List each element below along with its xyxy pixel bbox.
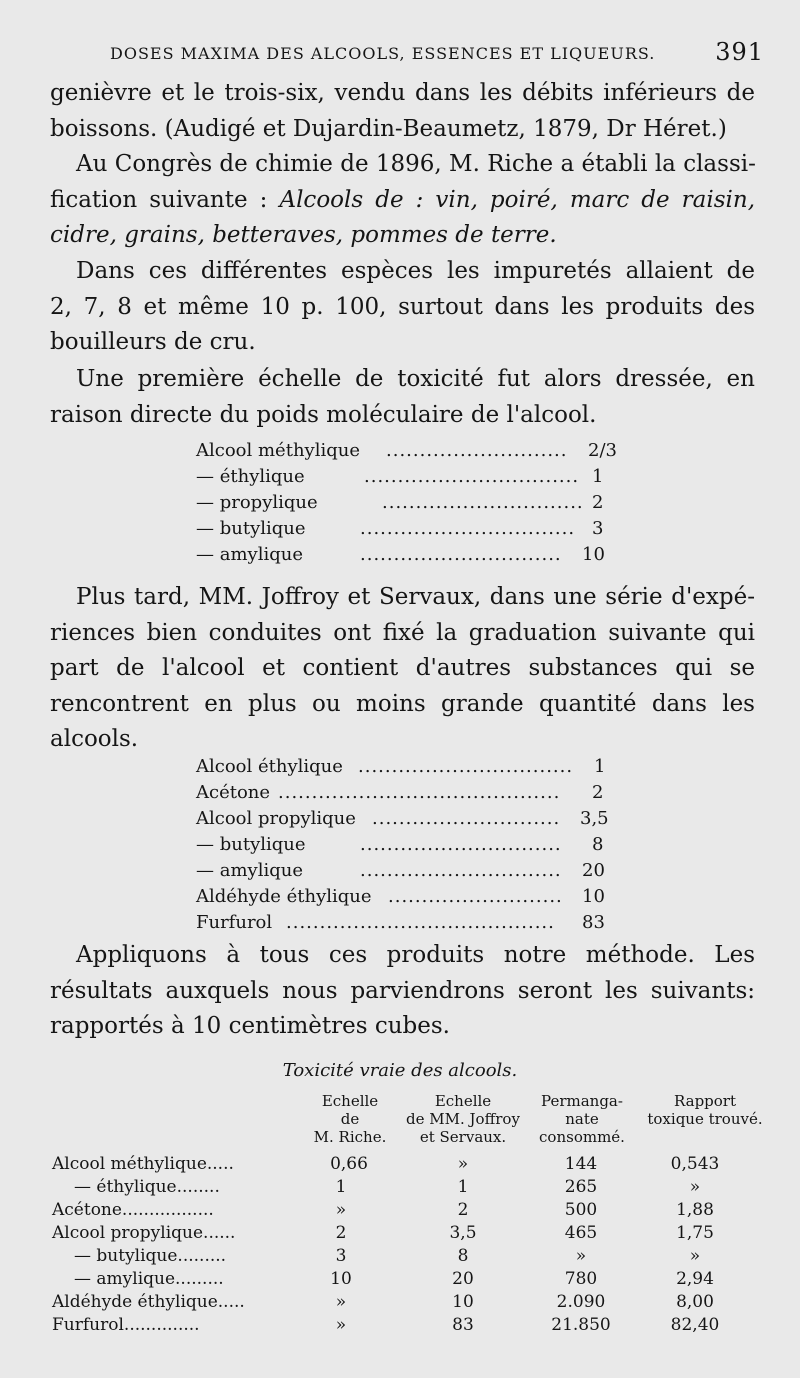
cell-permanganate: 2.090 bbox=[556, 1292, 606, 1312]
list-label: — butylique bbox=[196, 518, 306, 539]
page-header bbox=[110, 40, 770, 70]
cell-rapport: » bbox=[689, 1246, 701, 1266]
text-line: Dans ces différentes espèces les impuretés allaient de bbox=[76, 258, 755, 284]
cell-permanganate: 500 bbox=[564, 1200, 598, 1220]
text-segment: fication suivante : bbox=[50, 186, 268, 213]
header-line: Permanga- bbox=[541, 1092, 623, 1110]
text-line: résultats auxquels nous parviendrons seront les suivants: bbox=[50, 977, 755, 1004]
leader-dots: ........................... bbox=[386, 440, 568, 461]
list-value: 8 bbox=[592, 834, 604, 855]
table-row bbox=[52, 1292, 772, 1316]
row-name: Alcool méthylique..... bbox=[52, 1154, 234, 1174]
leader-dots: .......................... bbox=[388, 886, 563, 907]
leader-dots: ................................ bbox=[358, 756, 574, 777]
list-item bbox=[196, 910, 636, 936]
cell-rapport: 82,40 bbox=[670, 1315, 720, 1335]
col-header-riche bbox=[300, 1092, 400, 1146]
cell-joffroy: 1 bbox=[457, 1177, 469, 1197]
leader-dots: .............................. bbox=[360, 544, 562, 565]
cell-permanganate: 465 bbox=[564, 1223, 598, 1243]
cell-permanganate: 21.850 bbox=[551, 1315, 611, 1335]
col-header-joffroy bbox=[398, 1092, 528, 1146]
row-name: Aldéhyde éthylique..... bbox=[52, 1292, 245, 1312]
cell-riche: 0,66 bbox=[330, 1154, 368, 1174]
cell-joffroy: 3,5 bbox=[449, 1223, 477, 1243]
list-label: Alcool propylique bbox=[196, 808, 356, 829]
cell-permanganate: 144 bbox=[564, 1154, 598, 1174]
list-value: 10 bbox=[582, 544, 605, 565]
list-item bbox=[196, 806, 636, 832]
header-line: Echelle bbox=[321, 1092, 379, 1110]
leader-dots: ................................ bbox=[364, 466, 580, 487]
cell-joffroy: 20 bbox=[452, 1269, 474, 1289]
text-line: boissons. (Audigé et Dujardin-Beaumetz, 1879, Dr Héret.) bbox=[50, 115, 727, 142]
list-item bbox=[196, 516, 636, 542]
paragraph-6 bbox=[50, 938, 755, 1045]
col-header-rapport bbox=[638, 1092, 772, 1128]
list-label: Aldéhyde éthylique bbox=[196, 886, 372, 907]
header-line: de MM. Joffroy bbox=[406, 1110, 520, 1128]
leader-dots: .............................. bbox=[360, 860, 562, 881]
text-line: 2, 7, 8 et même 10 p. 100, surtout dans les produits des bbox=[50, 293, 755, 320]
list-item bbox=[196, 490, 636, 516]
text-line: Au Congrès de chimie de 1896, M. Riche a établi la classi- bbox=[76, 151, 756, 177]
table-caption: Toxicité vraie des alcools. bbox=[282, 1060, 518, 1081]
list-item bbox=[196, 754, 636, 780]
list-value: 3,5 bbox=[580, 808, 609, 829]
italic-segment: cidre, grains, betteraves, pommes de terre. bbox=[50, 222, 557, 248]
leader-dots: ................................ bbox=[360, 518, 576, 539]
list-label: — amylique bbox=[196, 860, 303, 881]
row-name: — éthylique........ bbox=[74, 1177, 220, 1197]
list-label: Furfurol bbox=[196, 912, 273, 933]
list-label: Alcool éthylique bbox=[196, 756, 343, 777]
list-value: 1 bbox=[592, 466, 604, 487]
cell-riche: » bbox=[335, 1200, 347, 1220]
leader-dots: .............................. bbox=[360, 834, 562, 855]
header-line: et Servaux. bbox=[419, 1128, 507, 1146]
list-value: 3 bbox=[592, 518, 604, 539]
table-row bbox=[52, 1177, 772, 1201]
leader-dots: .......................................... bbox=[278, 782, 561, 803]
list-label: Acétone bbox=[196, 782, 271, 803]
text-line: alcools. bbox=[50, 726, 139, 752]
cell-joffroy: » bbox=[457, 1154, 469, 1174]
cell-riche: 2 bbox=[335, 1223, 347, 1243]
toxicity-list-riche bbox=[196, 438, 636, 568]
text-line bbox=[50, 183, 755, 219]
text-line: part de l'alcool et contient d'autres substances qui se bbox=[50, 655, 755, 681]
table-row bbox=[52, 1200, 772, 1224]
list-item bbox=[196, 464, 636, 490]
toxicity-list-joffroy bbox=[196, 754, 636, 936]
list-value: 10 bbox=[582, 886, 605, 907]
text-line: rencontrent en plus ou moins grande quantité dans les bbox=[50, 690, 755, 717]
list-label: — amylique bbox=[196, 544, 303, 565]
header-line: consommé. bbox=[539, 1128, 625, 1146]
table-row bbox=[52, 1154, 772, 1178]
cell-rapport: 1,75 bbox=[676, 1223, 714, 1243]
header-line: toxique trouvé. bbox=[647, 1110, 763, 1128]
header-line: Rapport bbox=[673, 1092, 736, 1110]
cell-rapport: 0,543 bbox=[670, 1154, 720, 1174]
list-value: 83 bbox=[582, 912, 605, 933]
cell-riche: » bbox=[335, 1315, 347, 1335]
cell-riche: 3 bbox=[335, 1246, 347, 1266]
text-line: raison directe du poids moléculaire de l'alcool. bbox=[50, 401, 597, 428]
row-name: — amylique......... bbox=[74, 1269, 224, 1289]
italic-segment: Alcools de : vin, poiré, marc de raisin, bbox=[279, 186, 756, 213]
header-line: nate bbox=[565, 1110, 599, 1128]
col-header-permanganate bbox=[522, 1092, 642, 1146]
list-value: 2 bbox=[592, 782, 604, 803]
table-row bbox=[52, 1223, 772, 1247]
page-number: 391 bbox=[715, 38, 764, 66]
text-line: bouilleurs de cru. bbox=[50, 329, 256, 355]
text-line: rapportés à 10 centimètres cubes. bbox=[50, 1013, 450, 1039]
table-row bbox=[52, 1246, 772, 1270]
row-name: Acétone................. bbox=[52, 1200, 214, 1220]
leader-dots: ............................ bbox=[372, 808, 561, 829]
paragraph-1 bbox=[50, 76, 755, 147]
list-value: 2 bbox=[592, 492, 604, 513]
text-line: genièvre et le trois-six, vendu dans les débits inférieurs de bbox=[50, 80, 755, 106]
list-value: 1 bbox=[594, 756, 606, 777]
text-line: Appliquons à tous ces produits notre méthode. Les bbox=[76, 942, 755, 968]
list-item bbox=[196, 884, 636, 910]
row-name: — butylique......... bbox=[74, 1246, 227, 1266]
cell-riche: 1 bbox=[335, 1177, 347, 1197]
leader-dots: ........................................ bbox=[286, 912, 555, 933]
cell-rapport: 8,00 bbox=[676, 1292, 714, 1312]
text-line: Plus tard, MM. Joffroy et Servaux, dans une série d'expé- bbox=[76, 584, 755, 610]
cell-rapport: » bbox=[689, 1177, 701, 1197]
list-label: — propylique bbox=[196, 492, 318, 513]
header-line: M. Riche. bbox=[313, 1128, 387, 1146]
leader-dots: .............................. bbox=[382, 492, 584, 513]
list-label: — butylique bbox=[196, 834, 306, 855]
cell-rapport: 1,88 bbox=[676, 1200, 714, 1220]
cell-joffroy: 2 bbox=[457, 1200, 469, 1220]
header-line: de bbox=[340, 1110, 360, 1128]
paragraph-4 bbox=[50, 362, 755, 433]
list-item bbox=[196, 858, 636, 884]
row-name: Alcool propylique...... bbox=[52, 1223, 236, 1243]
text-line bbox=[50, 218, 755, 254]
table-row bbox=[52, 1315, 772, 1339]
cell-joffroy: 10 bbox=[452, 1292, 474, 1312]
list-item bbox=[196, 780, 636, 806]
cell-joffroy: 83 bbox=[452, 1315, 474, 1335]
list-item bbox=[196, 832, 636, 858]
text-line: Une première échelle de toxicité fut alors dressée, en bbox=[76, 366, 755, 392]
cell-permanganate: » bbox=[575, 1246, 587, 1266]
list-value: 2/3 bbox=[588, 440, 617, 461]
list-value: 20 bbox=[582, 860, 605, 881]
text-line: riences bien conduites ont fixé la graduation suivante qui bbox=[50, 619, 755, 646]
running-title: DOSES MAXIMA DES ALCOOLS, ESSENCES ET LIQUEURS. bbox=[110, 44, 656, 63]
paragraph-3 bbox=[50, 254, 755, 361]
cell-rapport: 2,94 bbox=[676, 1269, 714, 1289]
cell-riche: 10 bbox=[330, 1269, 352, 1289]
paragraph-2 bbox=[50, 147, 755, 254]
cell-permanganate: 780 bbox=[564, 1269, 598, 1289]
list-item bbox=[196, 438, 636, 464]
paragraph-5 bbox=[50, 580, 755, 758]
list-item bbox=[196, 542, 636, 568]
list-label: — éthylique bbox=[196, 466, 305, 487]
row-name: Furfurol.............. bbox=[52, 1315, 200, 1335]
header-line: Echelle bbox=[434, 1092, 492, 1110]
table-row bbox=[52, 1269, 772, 1293]
cell-permanganate: 265 bbox=[564, 1177, 598, 1197]
cell-riche: » bbox=[335, 1292, 347, 1312]
cell-joffroy: 8 bbox=[457, 1246, 469, 1266]
list-label: Alcool méthylique bbox=[196, 440, 360, 461]
